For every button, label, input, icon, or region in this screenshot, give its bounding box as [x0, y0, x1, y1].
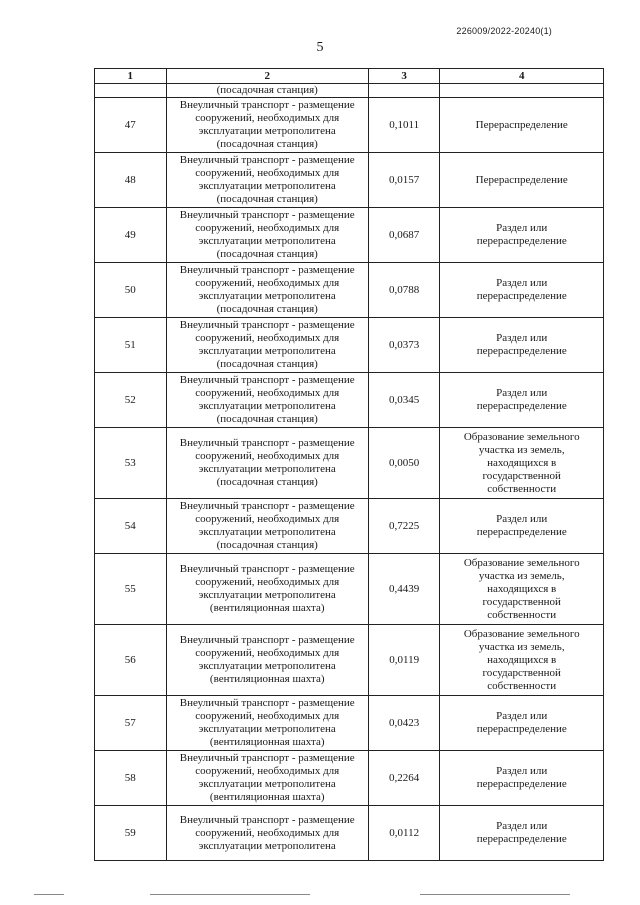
row-action — [440, 554, 604, 625]
action-line: перераспределение — [476, 345, 567, 357]
description-line: (вентиляционная шахта) — [209, 791, 325, 803]
table-row — [95, 806, 604, 861]
row-number: 53 — [95, 428, 167, 499]
description-line: Внеуличный транспорт - размещение — [179, 154, 355, 166]
description-line: сооружений, необходимых для — [195, 277, 340, 289]
row-area: 0,1011 — [368, 98, 440, 153]
action-line: участка из земель, — [478, 443, 565, 456]
table-row — [95, 98, 604, 153]
table-row — [95, 208, 604, 263]
row-action — [440, 806, 604, 861]
action-line: Раздел или — [496, 277, 548, 289]
action-line: Образование земельного — [463, 430, 580, 443]
table-header-row — [95, 69, 604, 84]
description-line: эксплуатации метрополитена — [198, 778, 336, 790]
action-line: перераспределение — [476, 290, 567, 302]
row-action — [440, 499, 604, 554]
description-line: сооружений, необходимых для — [195, 765, 340, 777]
page-number: 5 — [316, 40, 324, 55]
action-line: Раздел или — [496, 765, 548, 777]
description-line: эксплуатации метрополитена — [198, 180, 336, 192]
row-description — [166, 263, 368, 318]
row-number: 49 — [95, 208, 167, 263]
description-line: Внеуличный транспорт - размещение — [179, 563, 355, 575]
description-line: сооружений, необходимых для — [195, 513, 340, 525]
row-description — [166, 84, 368, 98]
row-action — [440, 428, 604, 499]
description-line: эксплуатации метрополитена — [198, 400, 336, 412]
row-action — [440, 84, 604, 98]
description-line: Внеуличный транспорт - размещение — [179, 634, 355, 646]
action-line: собственности — [487, 608, 557, 621]
table-row — [95, 318, 604, 373]
action-line: участка из земель, — [478, 640, 565, 653]
column-header-4: 4 — [440, 69, 604, 84]
action-line: участка из земель, — [478, 569, 565, 582]
description-line: эксплуатации метрополитена — [198, 235, 336, 247]
row-description — [166, 751, 368, 806]
action-line: Раздел или — [496, 513, 548, 525]
description-line: сооружений, необходимых для — [195, 332, 340, 344]
action-line: Раздел или — [496, 387, 548, 399]
action-line: Перераспределение — [475, 173, 568, 186]
description-line: эксплуатации метрополитена — [198, 660, 336, 672]
action-line: перераспределение — [476, 833, 567, 845]
description-line: Внеуличный транспорт - размещение — [179, 374, 355, 386]
row-number: 52 — [95, 373, 167, 428]
description-line: сооружений, необходимых для — [195, 710, 340, 722]
row-number: 55 — [95, 554, 167, 625]
description-line: (посадочная станция) — [216, 193, 318, 205]
description-line: эксплуатации метрополитена — [198, 723, 336, 735]
table-row — [95, 625, 604, 696]
description-line: эксплуатации метрополитена — [198, 290, 336, 302]
row-action — [440, 208, 604, 263]
footer-line — [420, 894, 570, 895]
description-line: сооружений, необходимых для — [195, 167, 340, 179]
table-row-continuation — [95, 84, 604, 98]
table-row — [95, 751, 604, 806]
table-row — [95, 153, 604, 208]
description-line: (посадочная станция) — [216, 303, 318, 315]
row-area: 0,0687 — [368, 208, 440, 263]
row-number: 54 — [95, 499, 167, 554]
description-line: (посадочная станция) — [216, 476, 318, 488]
row-area: 0,7225 — [368, 499, 440, 554]
table-row — [95, 696, 604, 751]
action-line: государственной — [482, 469, 561, 482]
row-number: 57 — [95, 696, 167, 751]
description-line: сооружений, необходимых для — [195, 387, 340, 399]
description-line: Внеуличный транспорт - размещение — [179, 437, 355, 449]
table-body — [95, 84, 604, 861]
column-header-3: 3 — [368, 69, 440, 84]
description-line: (посадочная станция) — [216, 248, 318, 260]
action-line: перераспределение — [476, 526, 567, 538]
row-number: 48 — [95, 153, 167, 208]
row-action — [440, 696, 604, 751]
description-line: (посадочная станция) — [216, 413, 318, 425]
footer-line — [150, 894, 310, 895]
description-line: эксплуатации метрополитена — [198, 526, 336, 538]
row-area: 0,0423 — [368, 696, 440, 751]
row-number: 58 — [95, 751, 167, 806]
row-action — [440, 373, 604, 428]
row-description — [166, 554, 368, 625]
row-description — [166, 806, 368, 861]
document-id: 226009/2022-20240(1) — [456, 26, 552, 36]
action-line: Раздел или — [496, 820, 548, 832]
description-line: сооружений, необходимых для — [195, 576, 340, 588]
description-line: эксплуатации метрополитена — [198, 345, 336, 357]
row-number: 56 — [95, 625, 167, 696]
description-line: (посадочная станция) — [216, 358, 318, 370]
action-line: перераспределение — [476, 235, 567, 247]
action-line: перераспределение — [476, 400, 567, 412]
row-action — [440, 318, 604, 373]
row-action — [440, 153, 604, 208]
row-area: 0,0050 — [368, 428, 440, 499]
table-row — [95, 499, 604, 554]
row-area: 0,0112 — [368, 806, 440, 861]
row-area: 0,0788 — [368, 263, 440, 318]
row-area: 0,4439 — [368, 554, 440, 625]
description-line: эксплуатации метрополитена — [198, 125, 336, 137]
action-line: государственной — [482, 666, 561, 679]
description-line: эксплуатации метрополитена — [198, 463, 336, 475]
table-row — [95, 263, 604, 318]
column-header-2: 2 — [166, 69, 368, 84]
description-line: (посадочная станция) — [216, 84, 318, 96]
description-line: (вентиляционная шахта) — [209, 736, 325, 748]
row-description — [166, 625, 368, 696]
row-description — [166, 153, 368, 208]
action-line: государственной — [482, 595, 561, 608]
row-action — [440, 263, 604, 318]
action-line: Раздел или — [496, 710, 548, 722]
footer-line — [34, 894, 64, 895]
description-line: Внеуличный транспорт - размещение — [179, 697, 355, 709]
description-line: (посадочная станция) — [216, 138, 318, 150]
description-line: сооружений, необходимых для — [195, 222, 340, 234]
description-line: (вентиляционная шахта) — [209, 673, 325, 685]
action-line: собственности — [487, 679, 557, 692]
row-description — [166, 696, 368, 751]
row-area: 0,0373 — [368, 318, 440, 373]
action-line: Перераспределение — [475, 118, 568, 131]
description-line: эксплуатации метрополитена — [198, 589, 336, 601]
action-line: находящихся в — [487, 582, 557, 595]
row-action — [440, 625, 604, 696]
description-line: Внеуличный транспорт - размещение — [179, 319, 355, 331]
table-row — [95, 428, 604, 499]
row-action — [440, 98, 604, 153]
action-line: Образование земельного — [463, 627, 580, 640]
action-line: Раздел или — [496, 332, 548, 344]
row-area: 0,2264 — [368, 751, 440, 806]
description-line: сооружений, необходимых для — [195, 112, 340, 124]
row-description — [166, 373, 368, 428]
description-line: сооружений, необходимых для — [195, 450, 340, 462]
action-line: находящихся в — [487, 456, 557, 469]
row-description — [166, 318, 368, 373]
row-number: 59 — [95, 806, 167, 861]
description-line: Внеуличный транспорт - размещение — [179, 264, 355, 276]
description-line: Внеуличный транспорт - размещение — [179, 500, 355, 512]
column-header-1: 1 — [95, 69, 167, 84]
description-line: (вентиляционная шахта) — [209, 602, 325, 614]
row-description — [166, 428, 368, 499]
row-number: 50 — [95, 263, 167, 318]
action-line: перераспределение — [476, 723, 567, 735]
description-line: Внеуличный транспорт - размещение — [179, 813, 355, 826]
action-line: Образование земельного — [463, 556, 580, 569]
description-line: (посадочная станция) — [216, 539, 318, 551]
action-line: перераспределение — [476, 778, 567, 790]
table-row — [95, 554, 604, 625]
description-line: Внеуличный транспорт - размещение — [179, 209, 355, 221]
row-description — [166, 98, 368, 153]
description-line: Внеуличный транспорт - размещение — [179, 99, 355, 111]
row-area: 0,0345 — [368, 373, 440, 428]
action-line: находящихся в — [487, 653, 557, 666]
row-action — [440, 751, 604, 806]
row-description — [166, 208, 368, 263]
row-description — [166, 499, 368, 554]
land-plots-table — [94, 68, 604, 861]
description-line: сооружений, необходимых для — [195, 826, 340, 839]
table-row — [95, 373, 604, 428]
description-line: сооружений, необходимых для — [195, 647, 340, 659]
action-line: Раздел или — [496, 222, 548, 234]
row-number: 47 — [95, 98, 167, 153]
row-area: 0,0119 — [368, 625, 440, 696]
row-number: 51 — [95, 318, 167, 373]
action-line: собственности — [487, 482, 557, 495]
row-area — [368, 84, 440, 98]
description-line: Внеуличный транспорт - размещение — [179, 752, 355, 764]
row-area: 0,0157 — [368, 153, 440, 208]
row-number — [95, 84, 167, 98]
description-line: эксплуатации метрополитена — [198, 839, 336, 852]
